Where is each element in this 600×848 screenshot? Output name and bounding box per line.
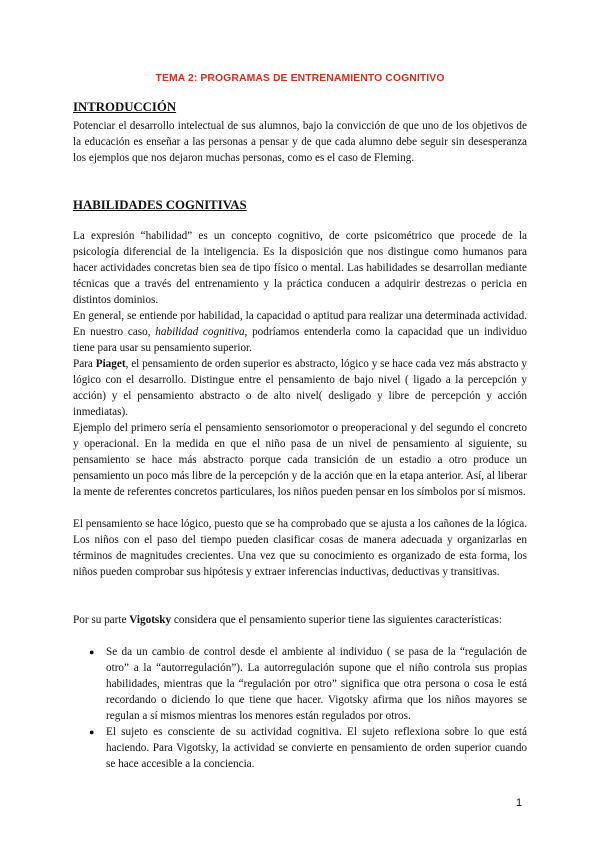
paragraph-ejemplo: Ejemplo del primero sería el pensamiento sensoriomotor o preoperacional y del segundo el concreto y operacional. En la medida en que el niño pasa de un nivel de pensamiento al siguiente, su pensamiento se hace más abstracto porque cada transición de un estadio a otro produce un pensamiento un poco más libre de la percepción y de la acción que en la etapa anterior. Así, al liberar la mente de referentes concretos particulares, los niños pueden pensar en los símbolos por sí mismos. bbox=[73, 422, 527, 498]
p6-text-b: considera que el pensamiento superior tiene las siguientes características: bbox=[171, 614, 502, 626]
habilidades-heading: HABILIDADES COGNITIVAS bbox=[73, 198, 247, 212]
paragraph-piaget bbox=[73, 356, 527, 420]
p6-text-a: Por su parte bbox=[73, 614, 130, 626]
list-item bbox=[73, 644, 527, 724]
list-item bbox=[73, 724, 527, 772]
paragraph-logico: El pensamiento se hace lógico, puesto que se ha comprobado que se ajusta a los cañones de la lógica. Los niños con el paso del tiempo pueden clasificar cosas de manera adecuada y organizarlas en términos de magnitudes crecientes. Una vez que su conocimiento es organizado de esta forma, los niños pueden comprobar sus hipótesis y extraer inferencias inductivas, deductivas y transitivas. bbox=[73, 518, 527, 578]
list-item-text: El sujeto es consciente de su actividad cognitiva. El sujeto reflexiona sobre lo que está haciendo. Para Vigotsky, la actividad se convierte en pensamiento de orden superior cuando se hace accesible a la conciencia. bbox=[106, 726, 527, 770]
document-title: TEMA 2: PROGRAMAS DE ENTRENAMIENTO COGNITIVO bbox=[155, 73, 445, 84]
p2-italic-term: habilidad cognitiva bbox=[155, 326, 245, 338]
bullet-icon: ● bbox=[89, 647, 95, 657]
paragraph-habilidad-cognitiva bbox=[73, 308, 527, 356]
paragraph-habilidad-definition: La expresión “habilidad” es un concepto cognitivo, de corte psicométrico que procede de la psicología diferencial de la inteligencia. Es la disposición que nos distingue como humanos para hacer actividades concretas bien sea de tipo físico o mental. Las habilidades se desarrollan mediante técnicas que a través del entrenamiento y la práctica conducen a adquirir destrezas o pericia en distintos dominios. bbox=[73, 230, 527, 306]
vigotsky-name: Vigotsky bbox=[129, 614, 172, 626]
bullet-icon: ● bbox=[89, 727, 95, 737]
p2-text-b: , podríamos entenderla como la capacidad que un individuo tiene para usar su pensamiento superior. bbox=[73, 326, 527, 354]
intro-paragraph: Potenciar el desarrollo intelectual de sus alumnos, bajo la convicción de que uno de los objetivos de la educación es enseñar a las personas a pensar y de que cada alumno debe seguir sin desesperanza los ejemplos que nos dejaron muchas personas, como es el caso de Fleming. bbox=[73, 120, 527, 164]
page-number: 1 bbox=[516, 797, 523, 809]
intro-heading: INTRODUCCIÓN bbox=[73, 100, 177, 114]
p3-text-b: , el pensamiento de orden superior es abstracto, lógico y se hace cada vez más abstracto y lógico con el desarrollo. Distingue entre el pensamiento de bajo nivel ( ligado a la percepción y acción) y el pensamiento abstracto o de alto nivel( desligado y libre de percepción y acción inmediatas). bbox=[73, 358, 527, 418]
list-item-text: Se da un cambio de control desde el ambiente al individuo ( se pasa de la “regulación de otro” a la “autorregulación”). La autorregulación supone que el niño controla sus propias habilidades, mientras que la “regulación por otro” significa que otra persona o cosa le está recordando o diciendo lo que tiene que hacer. Vigotsky afirma que los niños mayores se regulan a sí mismos mientras los menores están regulados por otros. bbox=[106, 646, 527, 722]
p3-text-a: Para bbox=[73, 358, 96, 370]
paragraph-vigotsky bbox=[73, 612, 527, 628]
piaget-name: Piaget bbox=[95, 358, 126, 370]
vigotsky-characteristics-list bbox=[73, 644, 527, 772]
p2-text-a: En general, se entiende por habilidad, la capacidad o aptitud para realizar una determinada actividad. En nuestro caso, bbox=[73, 310, 527, 338]
